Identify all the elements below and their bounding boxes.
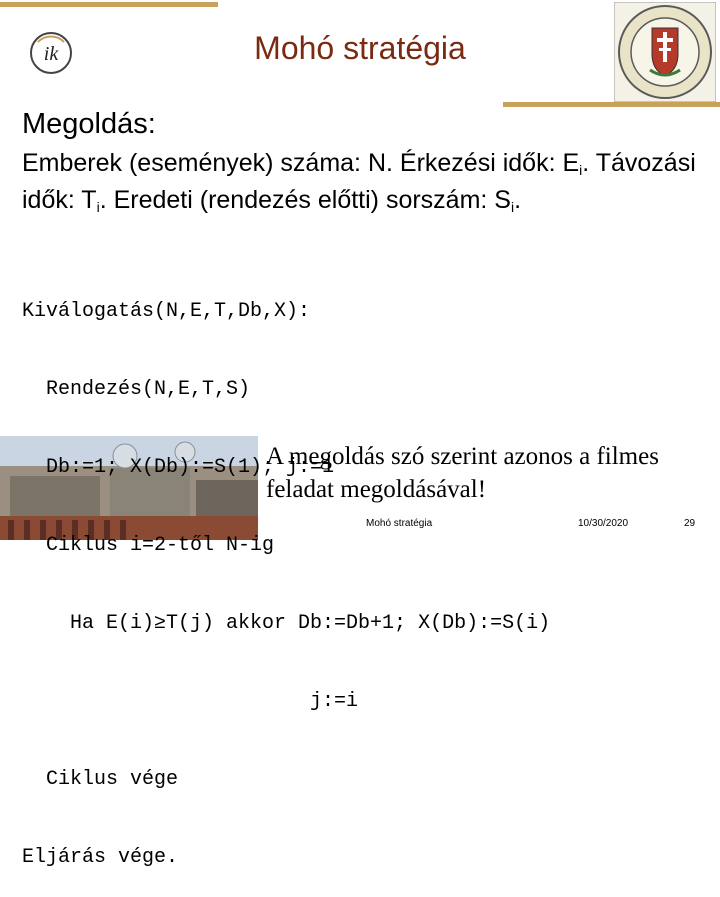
subscript-i-1: i: [579, 162, 583, 178]
algorithm-code: [22, 247, 550, 897]
right-accent-rule: [503, 102, 720, 107]
subscript-i-3: i: [510, 199, 515, 215]
footer-title: Mohó stratégia: [366, 518, 433, 529]
top-accent-rule: [0, 2, 218, 7]
footer-page-number: 29: [684, 518, 696, 529]
code-line: Ciklus vége: [22, 768, 179, 791]
code-line: Db:=1; X(Db):=S(1); j:=1: [22, 456, 335, 479]
ik-logo-text: ik: [43, 43, 59, 65]
slide-title: Mohó stratégia: [254, 30, 466, 66]
code-line: Kiválogatás(N,E,T,Db,X):: [22, 300, 311, 323]
description-part-1: Emberek (események) száma: N. Érkezési idők: E: [22, 149, 580, 177]
code-line: Eljárás vége.: [22, 846, 179, 869]
code-line: Ha E(i)≥T(j) akkor Db:=Db+1; X(Db):=S(i): [22, 612, 551, 635]
code-line: j:=i: [22, 690, 359, 713]
code-line: Rendezés(N,E,T,S): [22, 378, 251, 401]
description-part-3: . Eredeti (rendezés előtti) sorszám: S: [99, 186, 511, 214]
subscript-i-2: i: [96, 199, 100, 215]
description-part-4: .: [514, 186, 522, 214]
description-part-2: . Távozási idők: T: [22, 149, 696, 214]
solution-note: A megoldás szó szerint azonos a filmes feladat megoldásával!: [266, 443, 659, 503]
code-line: Ciklus i=2-től N-ig: [22, 534, 275, 557]
solution-heading: Megoldás:: [22, 108, 156, 140]
footer-date: 10/30/2020: [578, 518, 629, 529]
problem-description: [22, 148, 702, 222]
